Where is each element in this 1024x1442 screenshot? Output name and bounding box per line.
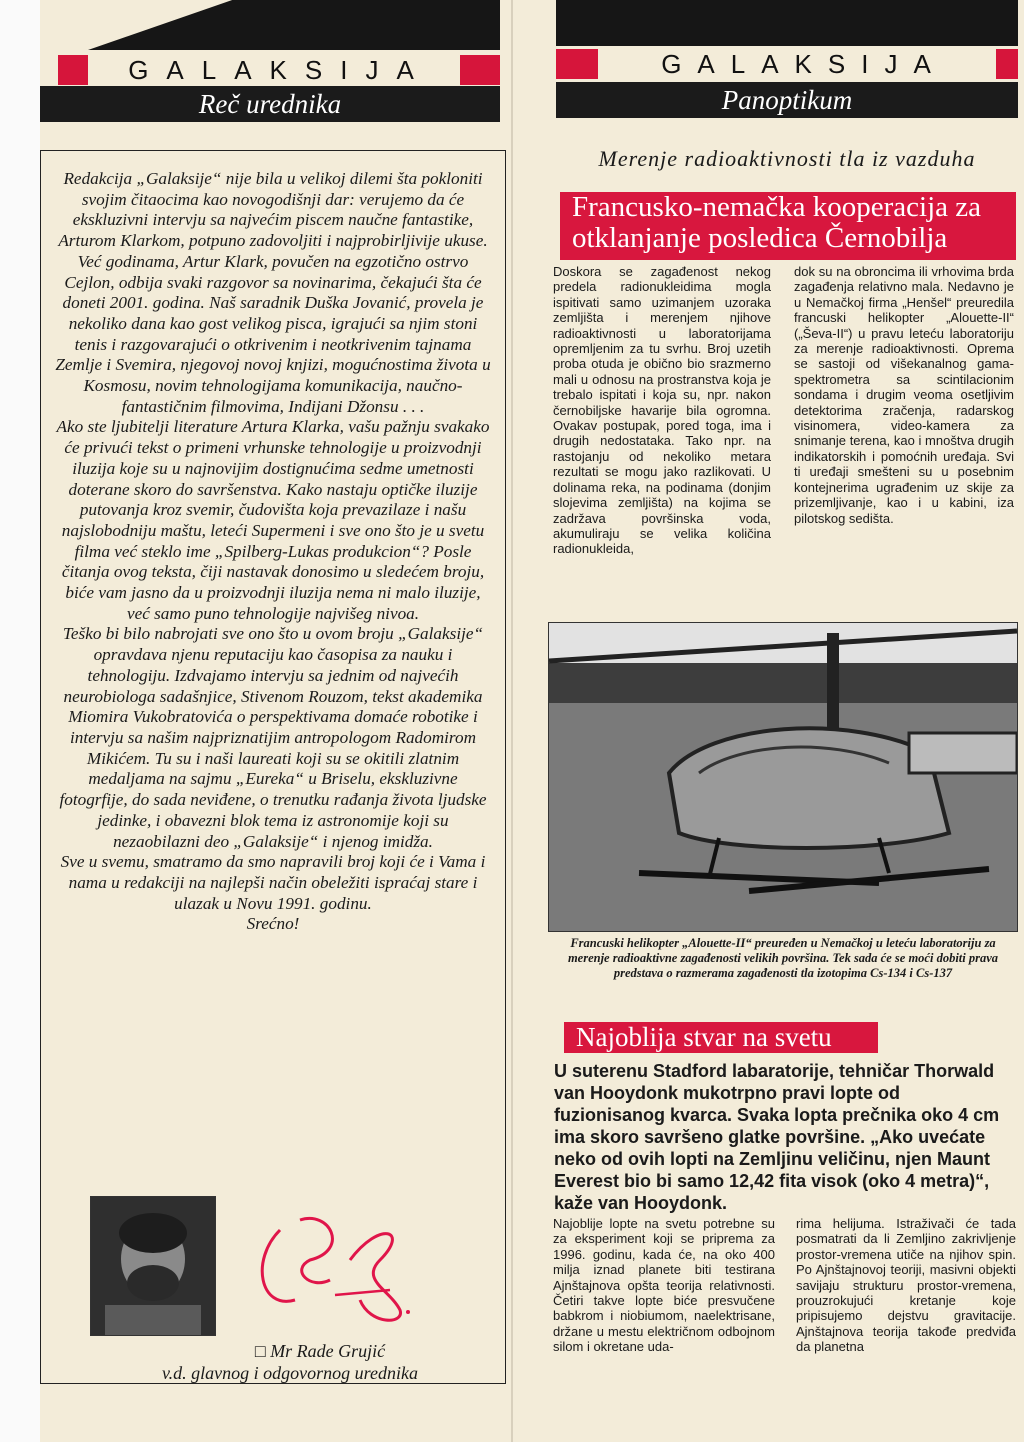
- article1-column-1: Doskora se zagađenost nekog predela radionukleidima mogla ispitivati samo uzimanjem uzoraka zemljišta i merenjem njihove radioaktivnosti u laboratorijama opremljenim za tu svrhu. Broj uzetih proba otuda je obično bio srazmerno mali u odnosu na prostranstva koja je trebalo ispitati i koja su, npr. nakon černobiljske havarije bila ogromna. Ovakav postupak, pored toga, ima i drugih nedostataka. Tako npr. na rastojanju od nekoliko metara rezultati se mogu jako razlikovati. U dolinama reka, na podinama (donjim slojevima zemljišta) na kojima se zadržava površinska voda, akumuliraju se velika količina radionukleida,: [553, 264, 771, 557]
- left-section-bar: Reč urednika: [40, 86, 500, 122]
- article2-column-1: Najoblije lopte na svetu potrebne su za eksperiment koji se priprema za 1996. godinu, kada će, na oko 400 milja iznad planete biti testirana Ajnštajnova opšta teorija relativnosti. Četiri takve lopte biće presvučene babkrom i niobiumom, naelektrisane, držane u mestu električnom odbojnom silom i okretane uda-: [553, 1216, 775, 1355]
- headline-line-2: otklanjanje posledica Černobilja: [572, 222, 948, 254]
- article1-headline: [560, 192, 1016, 260]
- signature-title: v.d. glavnog i odgovornog urednika: [162, 1363, 418, 1383]
- page-gutter: [511, 0, 513, 1442]
- masthead-red-square: [58, 55, 88, 85]
- portrait-silhouette: [91, 1197, 215, 1335]
- helicopter-caption: Francuski helikopter „Alouette-II“ preuređen u Nemačkoj u leteću laboratoriju za merenje radioaktivne zagađenosti velikih površina. Tek sada će se moći dobiti prava predstava o razmerama zagađenosti tla izotopima Cs-134 i Cs-137: [567, 936, 999, 980]
- editorial-paragraph-3: Teško bi bilo nabrojati sve ono što u ovom broju „Galaksije“ opravdava njenu reputaciju kao časopisa za nauku i tehnologiju. Izdvajamo intervju sa jednim od najvećih neurobiologa sadašnjice, Stivenom Rouzom, tekst akademika Miomira Vukobratovića o perspektivama domaće robotike i intervju sa našim najpriznatijim antropologom Radomirom Mikićem. Tu su i naši laureati koji su se okitili zlatnim medaljama na sajmu „Eureka“ u Briselu, ekskluzivne fotogrfije, do sada neviđene, o trenutku rađanja života ljudske jedinke, i obavezni blok tema iz astronomije koji su nezaobilazni deo „Galaksije“ i njenog imidža.: [59, 624, 487, 851]
- editor-portrait: [90, 1196, 216, 1336]
- article2-banner: Najoblija stvar na svetu: [564, 1022, 878, 1053]
- editor-signature-icon: [240, 1200, 430, 1330]
- article2-column-2: rima helijuma. Istraživači će tada posmatrati da li Zemljino zakrivljenje prostor-vremena utiče na njihov spin. Po Ajnštajnovoj teoriji, masivni objekti savijaju strukturu prostor-vremena, prouzrokujući kretanje koje pripisujemo dejstvu gravitacije. Ajnštajnova teorija takođe predviđa da planetna: [796, 1216, 1016, 1355]
- left-top-bar: [88, 0, 500, 50]
- helicopter-icon: [549, 623, 1017, 931]
- masthead-title: GALAKSIJA: [661, 48, 947, 79]
- helicopter-photo: [548, 622, 1018, 932]
- editorial-paragraph-4: Sve u svemu, smatramo da smo napravili broj koji će i Vama i nama u redakciji na najlepši način obeležiti ispraćaj stare i ulazak u Novu 1991. godinu.: [60, 852, 486, 913]
- article1-kicker: Merenje radioaktivnosti tla iz vazduha: [598, 146, 976, 171]
- headline-line-1: Francusko-nemačka kooperacija za: [572, 191, 982, 223]
- right-section-bar: Panoptikum: [556, 82, 1018, 118]
- editorial-paragraph-2: Ako ste ljubitelji literature Artura Klarka, vašu pažnju svakako će privući tekst o primeni vrhunske tehnologije u proizvodnji iluzija koje su u najnovijim dostignućima sedme umetnosti doterane skoro do savršenstva. Kako nastaju optičke iluzije putovanja kroz svemir, čudovišta koja prevazilaze i našu najslobodniju maštu, leteći Supermeni i sve ono što je u svetu filma već steklo ime „Spilberg-Lukas produkcion“? Posle čitanja ovog teksta, čiji nastavak donosimo u sledećem broju, biće vam jasno da u proizvodnji iluzija nema ni malo iluzije, već samo puno tehnologije najvišeg nivoa.: [56, 417, 490, 623]
- masthead-red-square-right: [460, 55, 500, 85]
- masthead-red-square-right: [996, 49, 1018, 79]
- left-margin-strip: [0, 0, 40, 1442]
- masthead-title: GALAKSIJA: [128, 54, 432, 85]
- signature-bullet: □: [254, 1341, 266, 1361]
- left-masthead: [58, 52, 500, 88]
- masthead-red-square: [556, 49, 598, 79]
- article1-column-2: dok su na obroncima ili vrhovima brda zagađenja relativno mala. Nedavno je u Nemačkoj firma „Henšel“ preuredila francuski helikopter „Alouette-II“ („Ševa-II“) u pravu leteću laboratoriju za merenje radioaktivnosti. Oprema se sastoji od višekanalnog gama-spektrometra sa scintilacionim sondama i drugim veoma osetljivim detektorima zračenja, radarskog visinomera, video-kamera za snimanje terena, kao i mnoštva drugih indikatorskih i pomoćnih uređaja. Svi ti uređaji smešteni su u posebnim kontejnerima ugrađenim uz skije za prizemljivanje, kao i u kabini, iza pilotskog sedišta.: [794, 264, 1014, 526]
- signature-name: Mr Rade Grujić: [270, 1341, 386, 1361]
- signature-block: [100, 1340, 480, 1384]
- article2-lead: U suterenu Stadford labaratorije, tehničar Thorwald van Hooydonk mukotrpno pravi lopte od fuzionisanog kvarca. Svaka lopta prečnika oko 4 cm ima skoro savršeno glatke površine. „Ako uvećate neko od ovih lopti na Zemljinu veličinu, njen Maunt Everest bio bi samo 12,42 fita visok (oko 4 metra)“, kaže van Hooydonk.: [554, 1061, 1000, 1213]
- editorial-paragraph-1: Redakcija „Galaksije“ nije bila u velikoj dilemi šta pokloniti svojim čitaocima kao novogodišnji dar: verujemo da će ekskluzivni intervju sa najvećim piscem naučne fantastike, Arturom Klarkom, potpuno zadovoljiti i najprobirljivije ukuse. Već godinama, Artur Klark, povučen na egzotično ostrvo Cejlon, odbija svaki razgovor sa novinarima, čekajući šta će doneti 2001. godina. Naš saradnik Duška Jovanić, provela je nekoliko dana kao gost velikog pisca, igrajući sa njim stoni tenis i razgovarajući o otkrivenim i neotkrivenim tajnama Zemlje i Svemira, njegovoj novoj knjizi, mogućnostima života u Kosmosu, novim tehnologijama komunikacija, naučno-fantastičnim filmovima, Indijani Džonsu . . .: [55, 169, 491, 416]
- right-masthead: [556, 46, 1018, 82]
- right-top-bar: [556, 0, 1018, 48]
- editorial-closing: Srećno!: [246, 914, 300, 934]
